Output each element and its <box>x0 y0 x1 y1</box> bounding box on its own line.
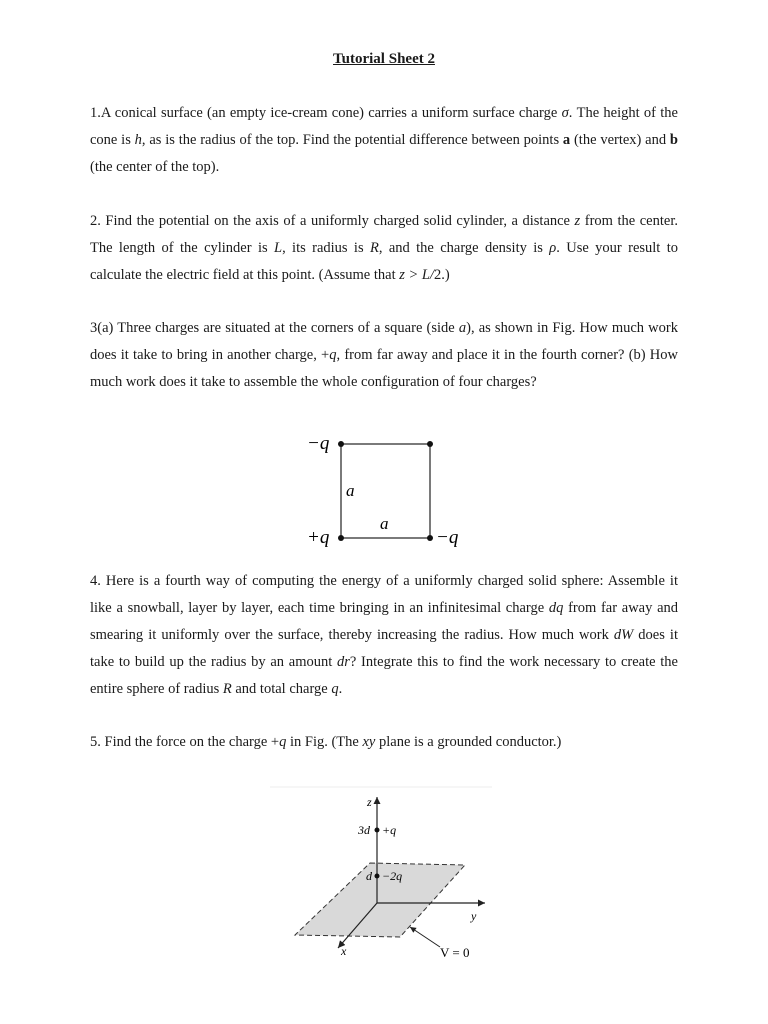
text-run: plane is a grounded conductor.) <box>375 734 562 750</box>
math-symbol: σ <box>561 105 569 121</box>
text-run: 5. Find the force on the charge + <box>90 734 280 750</box>
math-symbol: q <box>279 734 287 750</box>
math-symbol: R <box>369 240 379 256</box>
charge-dot-top-left <box>338 441 344 447</box>
problem-2 <box>90 208 678 289</box>
math-symbol: q <box>329 347 337 363</box>
text-run: . <box>338 681 343 697</box>
math-symbol: xy <box>362 734 376 750</box>
charge-dot-bottom-left <box>338 535 344 541</box>
height-label-lower: d <box>366 869 372 883</box>
charge-label-bottom-left: +q <box>307 527 330 548</box>
problem-5 <box>90 729 678 756</box>
text-run: ), as shown in Fig. How much work does it take to bring in another charge, + <box>90 320 678 363</box>
grounded-plane-diagram <box>270 785 500 965</box>
text-run: , its radius is <box>282 240 370 256</box>
text-run: 2. Find the potential on the axis of a uniformly charged solid cylinder, a distance <box>90 213 575 229</box>
charge-dot-lower <box>375 874 380 879</box>
x-axis-label: x <box>341 944 347 958</box>
math-symbol: R <box>222 681 232 697</box>
problem-3 <box>90 315 678 396</box>
math-symbol: ρ <box>549 240 557 256</box>
text-run: (the center of the top). <box>90 159 220 175</box>
math-symbol: h <box>134 132 142 148</box>
text-run: . Use your result to calculate the electric field at this point. (Assume that <box>90 240 678 283</box>
text-run: 1.A conical surface (an empty ice-cream cone) carries a uniform surface charge <box>90 105 562 121</box>
text-run: , from far away and place it in the fourth corner? (b) How much work does it take to assemble the whole configuration of four charges? <box>90 347 678 390</box>
text-run: ? Integrate this to find the work necessary to create the entire sphere of radius <box>90 654 678 697</box>
charge-dot-upper <box>375 828 380 833</box>
math-symbol: a <box>458 320 467 336</box>
charge-dot-top-right <box>427 441 433 447</box>
text-run: does it take to build up the radius by an amount <box>90 627 678 670</box>
square-charges-diagram <box>295 425 475 555</box>
bold-term: b <box>669 132 678 148</box>
text-run: , and the charge density is <box>378 240 550 256</box>
potential-pointer <box>410 927 440 947</box>
math-symbol: q <box>331 681 339 697</box>
math-symbol: z <box>574 213 581 229</box>
text-run: 3(a) Three charges are situated at the corners of a square (side <box>90 320 459 336</box>
problem-4 <box>90 568 678 703</box>
text-run: (the vertex) and <box>570 132 670 148</box>
page-title: Tutorial Sheet 2 <box>333 51 435 67</box>
math-symbol: z > L/ <box>399 267 435 283</box>
charge-label-upper: +q <box>382 823 397 837</box>
charge-label-bottom-right: −q <box>436 527 459 548</box>
text-run: from the center. The length of the cylinder is <box>90 213 678 256</box>
math-symbol: L <box>273 240 283 256</box>
text-run: from far away and smearing it uniformly over the surface, thereby increasing the radius. How much work <box>90 600 679 643</box>
text-run: 2.) <box>434 267 450 283</box>
math-symbol: dq <box>548 600 564 616</box>
text-run: . The height of the cone is <box>90 105 678 148</box>
height-label-upper: 3d <box>358 823 370 837</box>
square-charges-figure <box>295 425 475 555</box>
bold-term: a <box>562 132 571 148</box>
charge-dot-bottom-right <box>427 535 433 541</box>
text-run: , as is the radius of the top. Find the potential difference between points <box>141 132 563 148</box>
z-axis-label: z <box>367 795 372 809</box>
side-label-vertical: a <box>346 481 355 500</box>
potential-label: V = 0 <box>440 945 470 960</box>
text-run: and total charge <box>231 681 332 697</box>
y-axis-label: y <box>471 909 477 923</box>
math-symbol: dW <box>613 627 634 643</box>
side-label-horizontal: a <box>380 514 389 533</box>
charge-label-lower: −2q <box>382 869 403 883</box>
grounded-plane <box>295 863 465 937</box>
text-run: 4. Here is a fourth way of computing the energy of a uniformly charged solid sphere: Assemble it like a snowball, layer by layer, each time bringing in an infinitesimal charge <box>90 573 678 616</box>
problem-1 <box>90 100 678 181</box>
charge-label-top-left: −q <box>307 433 330 454</box>
text-run: in Fig. (The <box>286 734 363 750</box>
grounded-plane-figure <box>270 785 500 965</box>
math-symbol: dr <box>336 654 350 670</box>
